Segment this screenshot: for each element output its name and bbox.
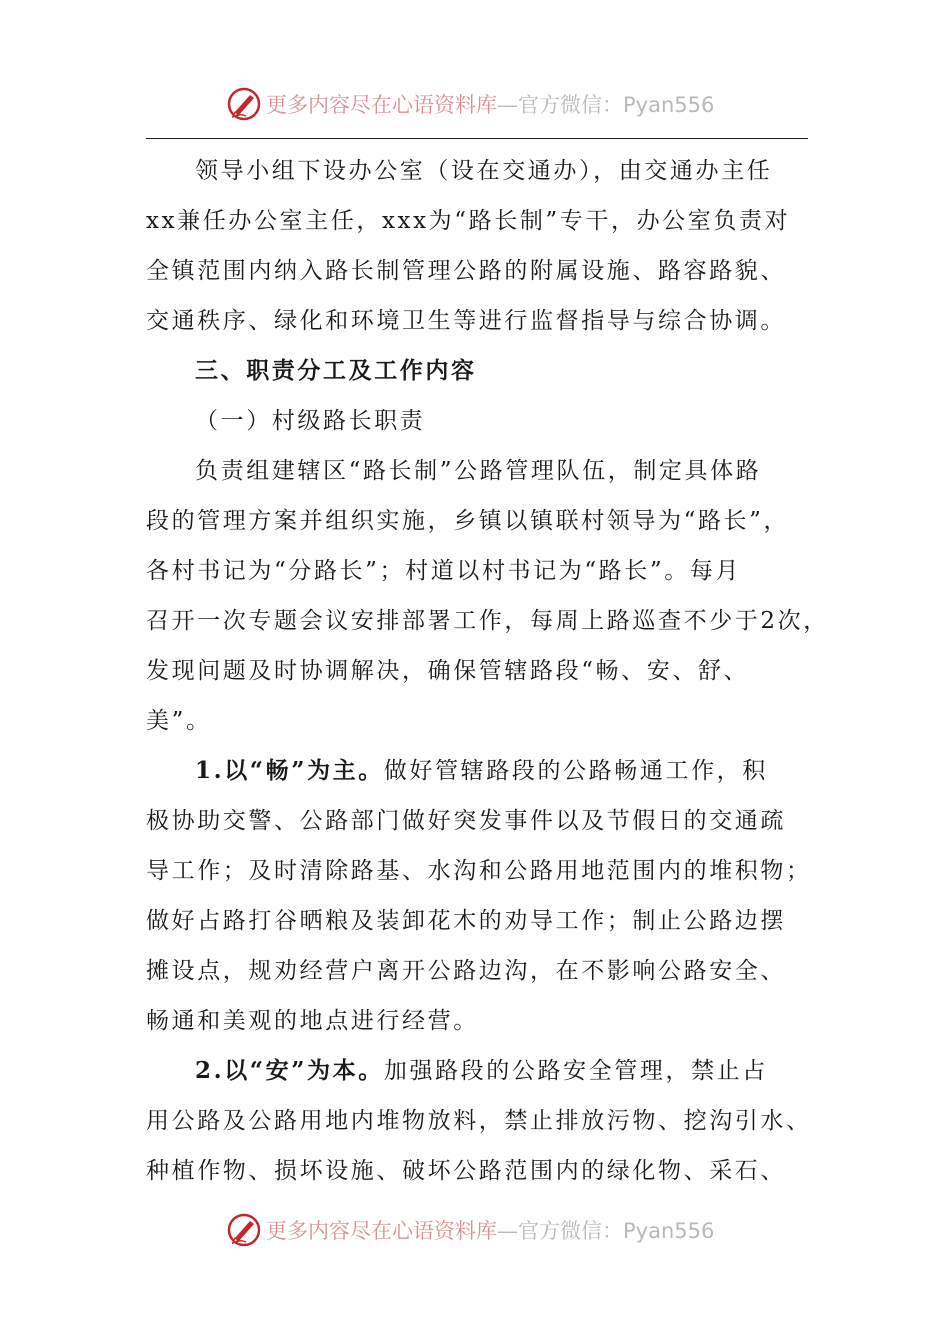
paragraph-line: 做好占路打谷晒粮及装卸花木的劝导工作；制止公路边摆 [146,908,786,934]
item-1-text: 做好管辖路段的公路畅通工作，积 [383,758,768,784]
pen-circle-logo-icon [226,1212,262,1248]
paragraph-line: 负责组建辖区“路长制”公路管理队伍，制定具体路 [195,458,762,484]
watermark-header [0,84,950,128]
paragraph-line: 召开一次专题会议安排部署工作，每周上路巡查不少于2次， [146,608,829,634]
watermark-footer [0,1210,950,1254]
paragraph-line: 各村书记为“分路长”；村道以村书记为“路长”。每月 [146,558,742,584]
paragraph-line: 导工作；及时清除路基、水沟和公路用地范围内的堆积物； [146,858,812,884]
watermark-text: 更多内容尽在心语资料库—官方微信：Pyan556 [266,93,715,117]
item-2-text: 加强路段的公路安全管理，禁止占 [383,1058,768,1084]
section-heading: 三、职责分工及工作内容 [195,357,477,384]
paragraph-line: 用公路及公路用地内堆物放料，禁止排放污物、挖沟引水、 [146,1108,812,1134]
paragraph-line: 畅通和美观的地点进行经营。 [146,1008,479,1034]
paragraph-line: 极协助交警、公路部门做好突发事件以及节假日的交通疏 [146,808,786,834]
item-1-lead: 1.以“畅”为主。 [195,757,384,784]
pen-circle-logo-icon [226,86,262,122]
item-1-first-line [195,746,768,796]
paragraph-line: 美”。 [146,708,212,734]
paragraph-line: 摊设点，规劝经营户离开公路边沟，在不影响公路安全、 [146,958,786,984]
paragraph-line: 种植作物、损坏设施、破坏公路范围内的绿化物、采石、 [146,1158,786,1184]
subsection-heading: （一）村级路长职责 [195,408,426,434]
watermark-text: 更多内容尽在心语资料库—官方微信：Pyan556 [266,1219,715,1243]
paragraph-line: 段的管理方案并组织实施，乡镇以镇联村领导为“路长”， [146,508,790,534]
item-2-lead: 2.以“安”为本。 [195,1057,384,1084]
paragraph-line: 领导小组下设办公室（设在交通办），由交通办主任 [195,158,773,184]
paragraph-line: 交通秩序、绿化和环境卫生等进行监督指导与综合协调。 [146,308,786,334]
paragraph-line: xx兼任办公室主任，xxx为“路长制”专干，办公室负责对 [146,208,791,234]
item-2-first-line [195,1046,768,1096]
header-rule [146,138,808,139]
paragraph-line: 发现问题及时协调解决，确保管辖路段“畅、安、舒、 [146,658,750,684]
paragraph-line: 全镇范围内纳入路长制管理公路的附属设施、路容路貌、 [146,258,786,284]
